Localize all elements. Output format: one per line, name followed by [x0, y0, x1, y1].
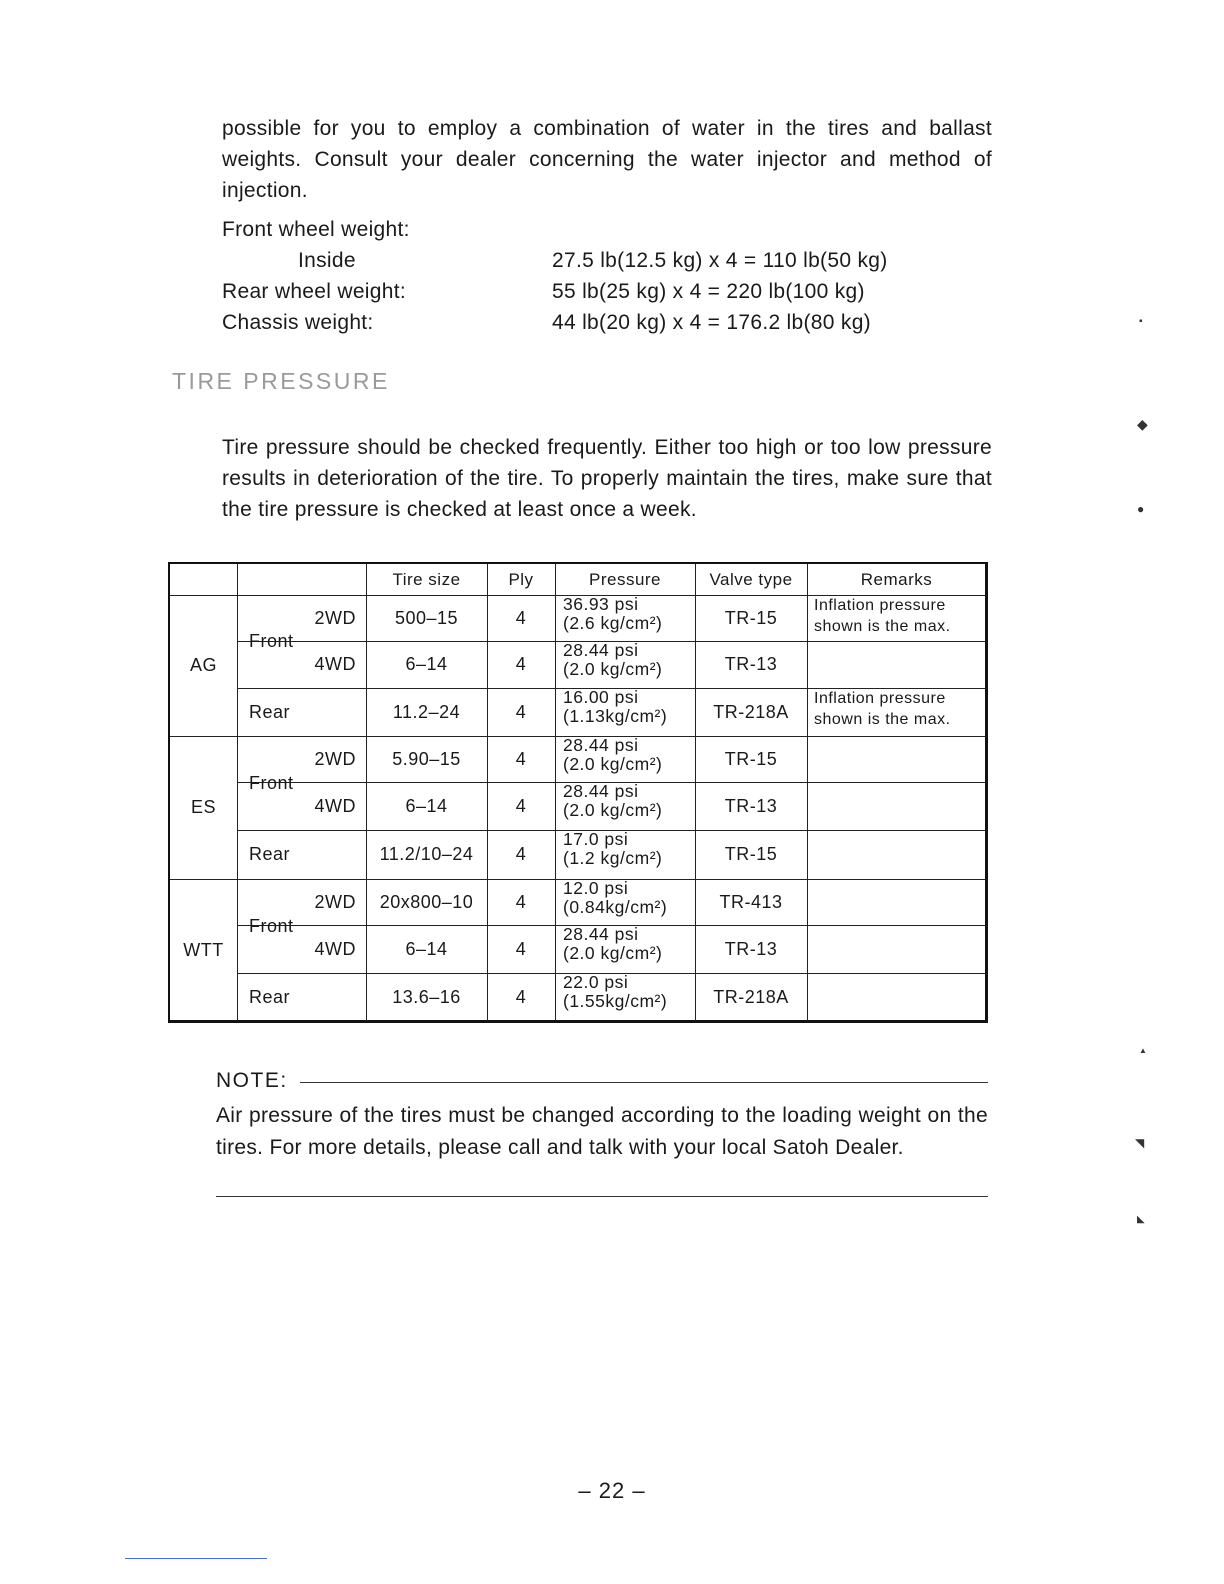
two-wd-label: 2WD	[314, 607, 356, 628]
inside-value: 27.5 lb(12.5 kg) x 4 = 110 lb(50 kg)	[552, 249, 888, 272]
tire-size-cell: 6–14	[405, 795, 448, 816]
ply-cell: 4	[515, 844, 527, 864]
scan-speck: ◥	[1135, 1136, 1145, 1150]
footnote-rule	[125, 1558, 267, 1559]
valve-type-cell: TR-15	[724, 748, 778, 769]
remarks-cell	[807, 595, 986, 641]
pressure-kg: (2.0 kg/cm²)	[563, 943, 663, 963]
tire-pressure-table	[168, 562, 988, 1023]
ply-cell: 4	[515, 795, 527, 816]
pressure-cell	[555, 641, 695, 688]
header-tire-size: Tire size	[392, 569, 461, 589]
pressure-psi: 28.44 psi	[563, 781, 639, 801]
ply-cell: 4	[515, 938, 527, 959]
ply-cell: 4	[515, 607, 527, 628]
weight-row-front	[222, 214, 992, 245]
valve-type-cell: TR-13	[724, 795, 778, 816]
weight-row-chassis	[222, 307, 992, 338]
valve-type-cell: TR-218A	[713, 701, 789, 722]
pressure-cell	[555, 595, 695, 641]
scan-speck: ▲	[1139, 1046, 1147, 1055]
rear-label: Rear	[249, 701, 291, 722]
pressure-cell	[555, 782, 695, 830]
rear-wheel-weight-value: 55 lb(25 kg) x 4 = 220 lb(100 kg)	[552, 280, 865, 303]
chassis-weight-label: Chassis weight:	[222, 311, 374, 334]
pressure-kg: (0.84kg/cm²)	[563, 897, 668, 917]
ply-cell: 4	[515, 701, 527, 722]
pressure-psi: 16.00 psi	[563, 687, 639, 707]
front-label: Front	[249, 631, 294, 651]
wheel-weights-list	[222, 214, 992, 338]
ply-cell: 4	[515, 891, 527, 912]
inside-label: Inside	[298, 249, 356, 272]
group-label-es: ES	[190, 797, 216, 817]
remark-line-1: Inflation pressure	[814, 690, 946, 707]
rear-wheel-weight-label: Rear wheel weight:	[222, 280, 406, 303]
note-text: Air pressure of the tires must be changed according to the loading weight on the tires. For more details, please call and talk with your local Satoh Dealer.	[216, 1104, 988, 1159]
ply-cell: 4	[515, 748, 527, 769]
pressure-cell	[555, 973, 695, 1021]
tire-size-cell: 11.2/10–24	[379, 844, 474, 864]
pressure-psi: 28.44 psi	[563, 640, 639, 660]
intro-paragraph: possible for you to employ a combination of water in the tires and ballast weights. Consult your dealer concerning the water injector and method of injection.	[222, 117, 992, 202]
tire-size-cell: 13.6–16	[392, 986, 461, 1007]
scan-speck: ◆	[1137, 416, 1148, 432]
pressure-psi: 28.44 psi	[563, 924, 639, 944]
pressure-kg: (2.0 kg/cm²)	[563, 659, 663, 679]
valve-type-cell: TR-15	[724, 607, 778, 628]
remark-line-2: shown is the max.	[814, 618, 951, 635]
four-wd-label: 4WD	[314, 795, 356, 816]
pressure-psi: 22.0 psi	[563, 972, 629, 992]
pressure-psi: 17.0 psi	[563, 829, 629, 849]
scan-speck: ●	[1137, 502, 1145, 516]
header-ply: Ply	[508, 569, 534, 589]
pressure-cell	[555, 736, 695, 782]
header-pressure: Pressure	[588, 569, 662, 589]
scan-speck: ▪	[1139, 316, 1143, 327]
remarks-cell	[807, 688, 986, 736]
pressure-kg: (2.0 kg/cm²)	[563, 754, 663, 774]
tire-size-cell: 5.90–15	[392, 748, 461, 769]
two-wd-label: 2WD	[314, 891, 356, 912]
weight-row-inside	[222, 245, 992, 276]
pressure-cell	[555, 830, 695, 879]
four-wd-label: 4WD	[314, 938, 356, 959]
section-title: TIRE PRESSURE	[172, 368, 390, 394]
pressure-kg: (2.6 kg/cm²)	[563, 613, 663, 633]
tire-size-cell: 20x800–10	[379, 891, 474, 912]
front-wheel-weight-label: Front wheel weight:	[222, 218, 410, 241]
header-remarks: Remarks	[860, 569, 933, 589]
pressure-kg: (1.13kg/cm²)	[563, 706, 668, 726]
pressure-kg: (2.0 kg/cm²)	[563, 800, 663, 820]
valve-type-cell: TR-13	[724, 938, 778, 959]
ply-cell: 4	[515, 986, 527, 1007]
pressure-cell	[555, 879, 695, 925]
valve-type-cell: TR-218A	[713, 986, 789, 1007]
valve-type-cell: TR-413	[719, 891, 783, 912]
tire-size-cell: 6–14	[405, 654, 448, 674]
pressure-kg: (1.2 kg/cm²)	[563, 848, 663, 868]
rear-label: Rear	[249, 986, 291, 1007]
valve-type-cell: TR-13	[724, 654, 778, 674]
valve-type-cell: TR-15	[724, 844, 778, 864]
ply-cell: 4	[515, 654, 527, 674]
group-label-ag: AG	[189, 655, 217, 675]
remark-line-2: shown is the max.	[814, 711, 951, 728]
chassis-weight-value: 44 lb(20 kg) x 4 = 176.2 lb(80 kg)	[552, 311, 871, 334]
pressure-psi: 36.93 psi	[563, 594, 639, 614]
rear-label: Rear	[249, 844, 291, 864]
group-label-wtt: WTT	[183, 939, 224, 960]
note-rule	[300, 1082, 988, 1083]
weight-row-rear	[222, 276, 992, 307]
tire-size-cell: 11.2–24	[392, 701, 461, 722]
four-wd-label: 4WD	[314, 654, 356, 674]
note-label: NOTE:	[216, 1069, 288, 1092]
tire-size-cell: 6–14	[405, 938, 448, 959]
pressure-cell	[555, 688, 695, 736]
front-label: Front	[249, 772, 294, 793]
page-number: – 22 –	[578, 1478, 646, 1503]
pressure-psi: 12.0 psi	[563, 878, 629, 898]
remark-line-1: Inflation pressure	[814, 597, 946, 614]
pressure-cell	[555, 925, 695, 973]
front-label: Front	[249, 915, 294, 936]
pressure-psi: 28.44 psi	[563, 735, 639, 755]
tire-pressure-paragraph: Tire pressure should be checked frequently. Either too high or too low pressure results in deterioration of the tire. To properly maintain the tires, make sure that the tire pressure is checked at least once a week.	[222, 436, 992, 521]
note-bottom-rule	[216, 1196, 988, 1197]
pressure-kg: (1.55kg/cm²)	[563, 991, 668, 1011]
two-wd-label: 2WD	[314, 748, 356, 769]
tire-size-cell: 500–15	[394, 607, 459, 628]
scan-speck: ◣	[1137, 1214, 1145, 1225]
header-valve-type: Valve type	[709, 569, 793, 589]
